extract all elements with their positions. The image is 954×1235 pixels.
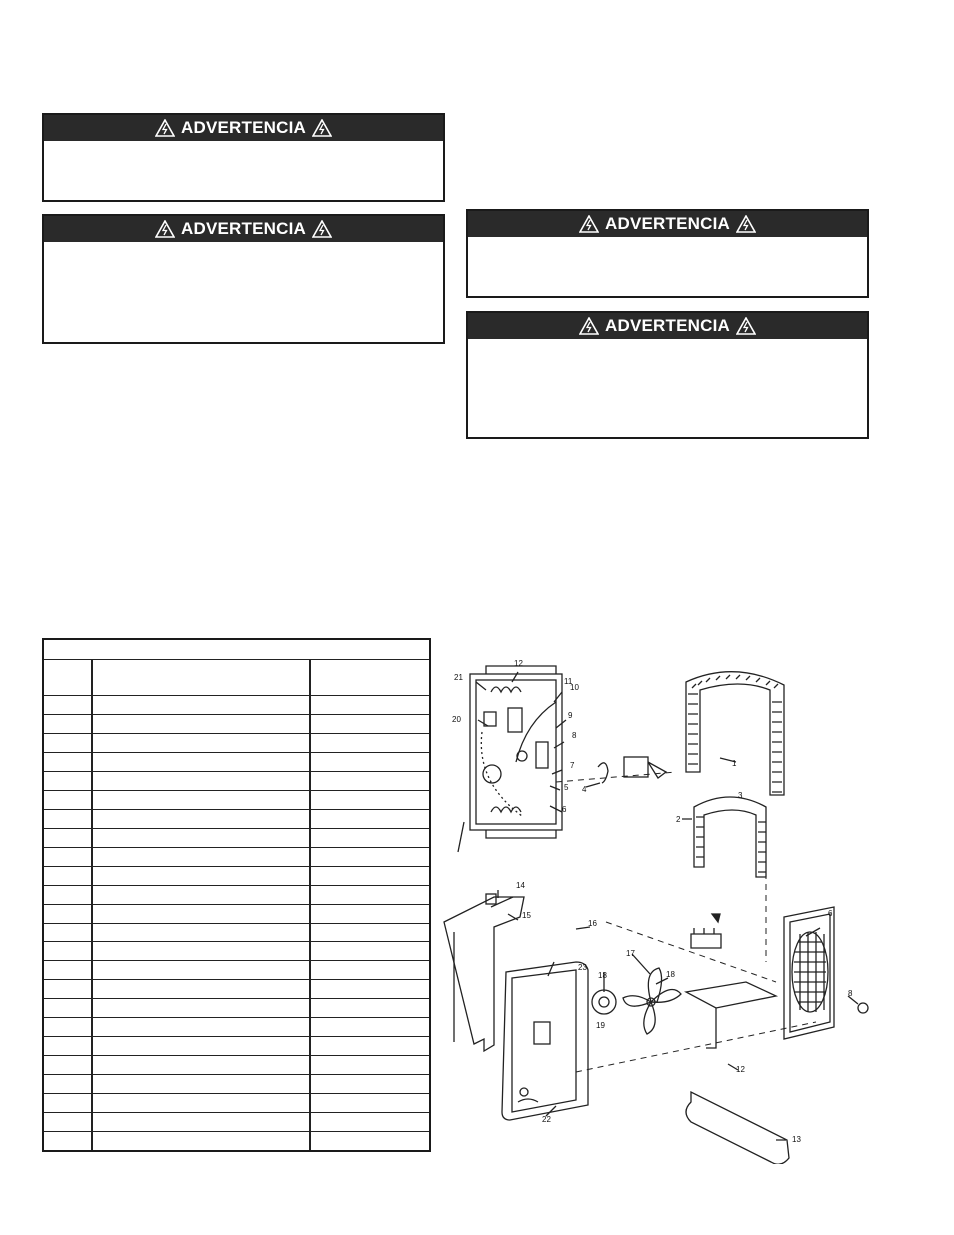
bottom-cover-drawing <box>686 1092 789 1164</box>
callout-5: 5 <box>564 783 569 792</box>
callout-14: 14 <box>516 881 525 890</box>
electrical-hazard-icon <box>312 220 332 238</box>
callout-21: 21 <box>454 673 463 682</box>
warning-body <box>44 242 443 342</box>
callout-12: 12 <box>514 659 523 668</box>
fan-motor-drawing <box>592 990 616 1014</box>
callout-9: 9 <box>568 711 573 720</box>
callout-7: 7 <box>570 761 575 770</box>
table-row <box>44 904 429 905</box>
table-row <box>44 1131 429 1132</box>
table-row <box>44 941 429 942</box>
table-row <box>44 866 429 867</box>
warning-box-2 <box>42 214 445 344</box>
electrical-hazard-icon <box>579 215 599 233</box>
knob-drawing <box>858 1003 868 1013</box>
warning-label: ADVERTENCIA <box>181 219 306 238</box>
warning-box-3 <box>466 209 869 298</box>
warning-header <box>44 115 443 141</box>
table-row <box>44 960 429 961</box>
callout-12: 12 <box>736 1065 745 1074</box>
table-row <box>44 714 429 715</box>
callout-8: 8 <box>572 731 577 740</box>
table-row <box>44 733 429 734</box>
electrical-hazard-icon <box>155 119 175 137</box>
electrical-hazard-icon <box>579 317 599 335</box>
warning-label: ADVERTENCIA <box>605 214 730 233</box>
warning-label: ADVERTENCIA <box>181 118 306 137</box>
electrical-hazard-icon <box>736 317 756 335</box>
electrical-hazard-icon <box>312 119 332 137</box>
callout-20: 20 <box>452 715 461 724</box>
callout-13: 13 <box>792 1135 801 1144</box>
front-panel-drawing <box>502 962 588 1120</box>
table-row <box>44 1112 429 1113</box>
warning-label: ADVERTENCIA <box>605 316 730 335</box>
table-row <box>44 809 429 810</box>
callout-18: 18 <box>598 971 607 980</box>
callout-23: 23 <box>578 963 587 972</box>
table-row <box>44 885 429 886</box>
table-row <box>44 1093 429 1094</box>
table-row <box>44 771 429 772</box>
thermostat-drawing <box>624 757 648 777</box>
callout-18: 18 <box>666 970 675 979</box>
top-grille-drawing <box>686 672 784 795</box>
table-row <box>44 923 429 924</box>
warning-body <box>468 237 867 296</box>
table-row <box>44 752 429 753</box>
warning-header <box>468 211 867 237</box>
callout-19: 19 <box>596 1021 605 1030</box>
callout-22: 22 <box>542 1115 551 1124</box>
warning-box-1 <box>42 113 445 202</box>
table-row <box>44 1055 429 1056</box>
table-row <box>44 1074 429 1075</box>
callout-8: 8 <box>848 989 853 998</box>
exploded-parts-diagram <box>436 632 873 1164</box>
table-row <box>44 998 429 999</box>
callout-17: 17 <box>626 949 635 958</box>
control-panel-drawing <box>458 666 562 852</box>
callout-15: 15 <box>522 911 531 920</box>
table-header-divider <box>44 695 429 696</box>
callout-1: 1 <box>732 759 737 768</box>
callout-6: 6 <box>828 909 833 918</box>
warning-header <box>468 313 867 339</box>
rear-grille-drawing <box>784 907 834 1039</box>
electrical-hazard-icon <box>155 220 175 238</box>
callout-2: 2 <box>676 815 681 824</box>
table-row <box>44 979 429 980</box>
callout-16: 16 <box>588 919 597 928</box>
table-row <box>44 847 429 848</box>
warning-header <box>44 216 443 242</box>
table-title-divider <box>44 659 429 660</box>
warning-body <box>44 141 443 200</box>
table-row <box>44 790 429 791</box>
callout-4: 4 <box>582 785 587 794</box>
heating-element-drawing <box>694 797 766 877</box>
table-row <box>44 1036 429 1037</box>
callout-3: 3 <box>738 791 743 800</box>
parts-list-table <box>42 638 431 1152</box>
warning-body <box>468 339 867 437</box>
table-row <box>44 828 429 829</box>
table-row <box>44 1017 429 1018</box>
callout-6: 6 <box>562 805 567 814</box>
motor-bracket-drawing <box>686 982 776 1008</box>
callout-10: 10 <box>570 683 579 692</box>
callout-11: 11 <box>564 677 573 686</box>
warning-box-4 <box>466 311 869 439</box>
electrical-hazard-icon <box>736 215 756 233</box>
